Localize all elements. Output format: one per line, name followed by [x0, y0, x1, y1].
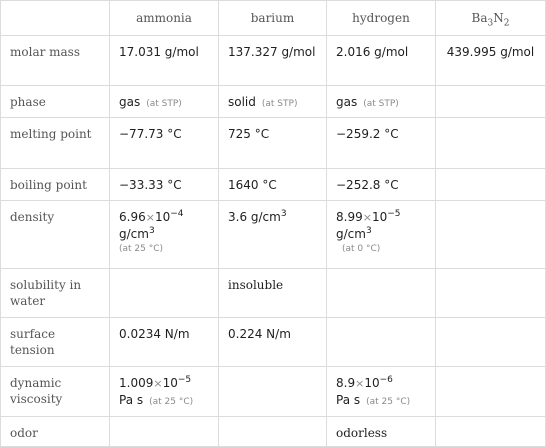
row-odor: [1, 417, 546, 447]
cell-ba3n2-odor: [436, 417, 546, 447]
row-label-melting-point: melting point: [1, 118, 110, 169]
cell-ammonia-phase: gas (at STP): [110, 86, 219, 118]
row-surface-tension: [1, 318, 546, 367]
row-label-dynamic-viscosity: dynamic viscosity: [1, 367, 110, 417]
cell-hydrogen-solubility: [327, 269, 436, 318]
cell-barium-density: 3.6 $g/cm^3$: [219, 201, 327, 269]
cell-ammonia-solubility: [110, 269, 219, 318]
header-row: [1, 1, 546, 36]
cell-ba3n2-surface-tension: [436, 318, 546, 367]
row-label-boiling-point: boiling point: [1, 169, 110, 201]
cell-hydrogen-dynamic-viscosity: $8.9\times 10^{-6}$ Pa s (at 25 °C): [327, 367, 436, 417]
cell-barium-dynamic-viscosity: [219, 367, 327, 417]
cell-ba3n2-dynamic-viscosity: [436, 367, 546, 417]
column-header-ba3n2: $Ba_3N_2$: [436, 1, 546, 36]
row-label-density: density: [1, 201, 110, 269]
row-density: [1, 201, 546, 269]
cell-hydrogen-melting-point: −259.2 °C: [327, 118, 436, 169]
cell-barium-melting-point: 725 °C: [219, 118, 327, 169]
cell-ba3n2-solubility: [436, 269, 546, 318]
cell-barium-phase: solid (at STP): [219, 86, 327, 118]
cell-ammonia-density: $6.96\times 10^{-4}$ $g/cm^3$ (at 25 °C): [110, 201, 219, 269]
cell-ammonia-surface-tension: 0.0234 N/m: [110, 318, 219, 367]
row-label-odor: odor: [1, 417, 110, 447]
row-label-surface-tension: surface tension: [1, 318, 110, 367]
row-melting-point: [1, 118, 546, 169]
cell-hydrogen-phase: gas (at STP): [327, 86, 436, 118]
cell-barium-surface-tension: 0.224 N/m: [219, 318, 327, 367]
cell-ammonia-molar-mass: 17.031 g/mol: [110, 36, 219, 86]
cell-hydrogen-molar-mass: 2.016 g/mol: [327, 36, 436, 86]
row-solubility: [1, 269, 546, 318]
row-label-molar-mass: molar mass: [1, 36, 110, 86]
row-label-solubility: solubility in water: [1, 269, 110, 318]
cell-ba3n2-phase: [436, 86, 546, 118]
cell-ammonia-melting-point: −77.73 °C: [110, 118, 219, 169]
cell-barium-solubility: insoluble: [219, 269, 327, 318]
cell-hydrogen-density: $8.99\times 10^{-5}$ $g/cm^3$ (at 0 °C): [327, 201, 436, 269]
row-dynamic-viscosity: [1, 367, 546, 417]
corner-cell: [1, 1, 110, 36]
column-header-ammonia: ammonia: [110, 1, 219, 36]
row-label-phase: phase: [1, 86, 110, 118]
column-header-hydrogen: hydrogen: [327, 1, 436, 36]
cell-ammonia-dynamic-viscosity: $1.009\times 10^{-5}$ Pa s (at 25 °C): [110, 367, 219, 417]
cell-ba3n2-melting-point: [436, 118, 546, 169]
cell-barium-odor: [219, 417, 327, 447]
cell-hydrogen-odor: odorless: [327, 417, 436, 447]
cell-hydrogen-surface-tension: [327, 318, 436, 367]
cell-hydrogen-boiling-point: −252.8 °C: [327, 169, 436, 201]
row-boiling-point: [1, 169, 546, 201]
cell-ammonia-odor: [110, 417, 219, 447]
column-header-barium: barium: [219, 1, 327, 36]
cell-ammonia-boiling-point: −33.33 °C: [110, 169, 219, 201]
cell-barium-boiling-point: 1640 °C: [219, 169, 327, 201]
cell-barium-molar-mass: 137.327 g/mol: [219, 36, 327, 86]
row-phase: [1, 86, 546, 118]
cell-ba3n2-molar-mass: 439.995 g/mol: [436, 36, 546, 86]
cell-ba3n2-boiling-point: [436, 169, 546, 201]
row-molar-mass: [1, 36, 546, 86]
cell-ba3n2-density: [436, 201, 546, 269]
